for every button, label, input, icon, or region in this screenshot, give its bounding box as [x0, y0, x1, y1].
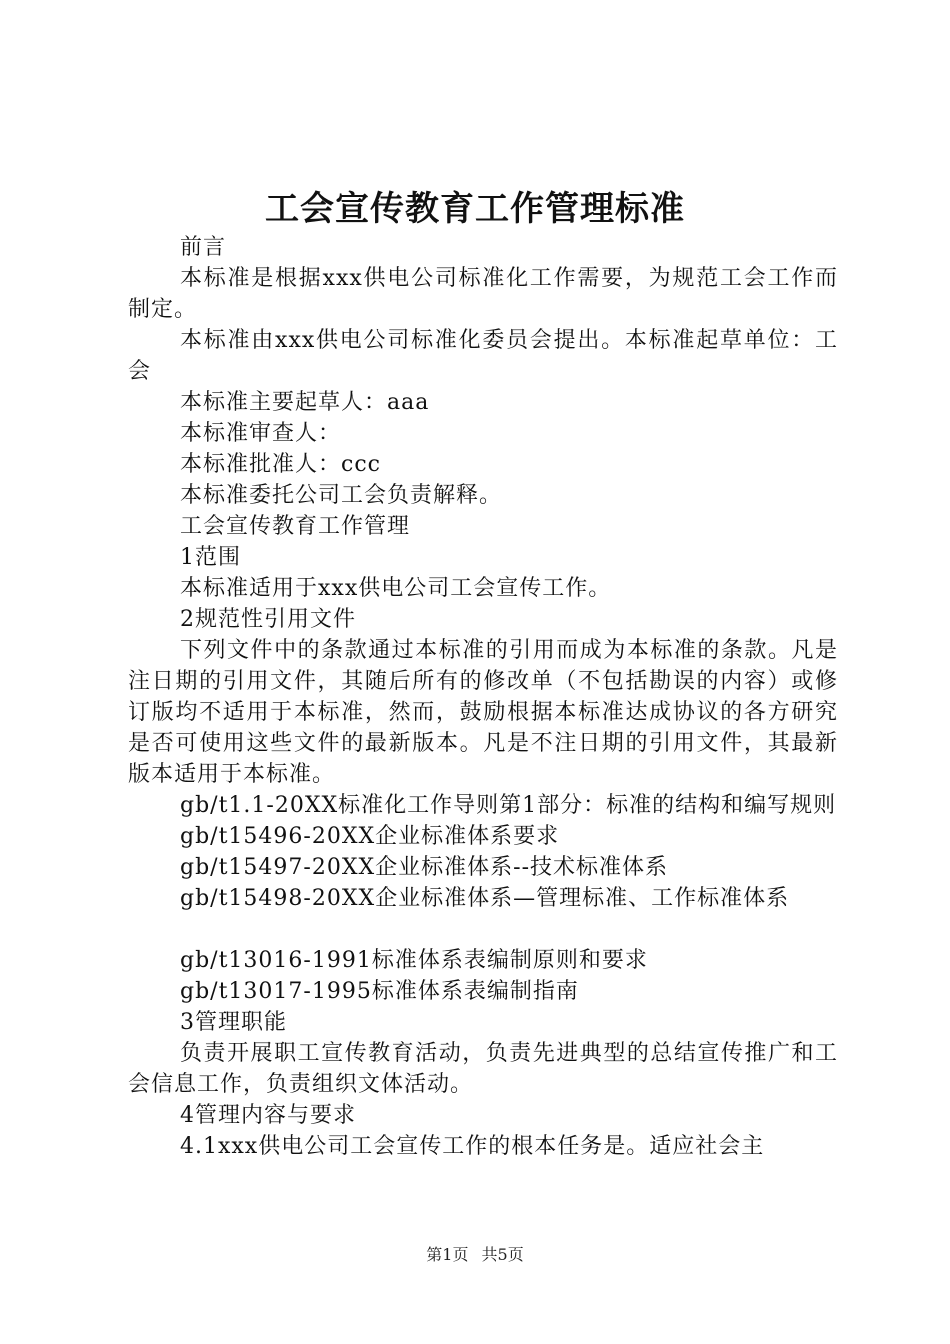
reference-item: gb/t15498-20XX企业标准体系—管理标准、工作标准体系 — [180, 886, 790, 911]
document-title: 工会宣传教育工作管理标准 — [265, 189, 685, 229]
section-heading: 1范围 — [180, 545, 241, 570]
paragraph: 本标准委托公司工会负责解释。 — [180, 483, 503, 508]
paragraph: 负责开展职工宣传教育活动，负责先进典型的总结宣传推广和工会信息工作，负责组织文体活动。 — [128, 1041, 838, 1097]
reference-item: gb/t13016-1991标准体系表编制原则和要求 — [180, 948, 648, 973]
section-heading: 工会宣传教育工作管理 — [180, 514, 411, 539]
reference-item: gb/t15497-20XX企业标准体系--技术标准体系 — [180, 855, 669, 880]
blank-line — [128, 914, 838, 945]
paragraph: 本标准适用于xxx供电公司工会宣传工作。 — [180, 576, 612, 601]
paragraph: 本标准主要起草人：aaa — [180, 390, 430, 415]
paragraph: 下列文件中的条款通过本标准的引用而成为本标准的条款。凡是注日期的引用文件，其随后所有的修改单（不包括勘误的内容）或修订版均不适用于本标准，然而，鼓励根据本标准达成协议的各方研究是否可使用这些文件的最新版本。凡是不注日期的引用文件，其最新版本适用于本标准。 — [128, 638, 838, 787]
paragraph: 本标准批准人：ccc — [180, 452, 381, 477]
paragraph: 4.1xxx供电公司工会宣传工作的根本任务是。适应社会主 — [180, 1134, 765, 1159]
page-total: 共5页 — [481, 1245, 524, 1264]
document-body — [128, 232, 838, 1162]
paragraph: 本标准由xxx供电公司标准化委员会提出。本标准起草单位：工会 — [128, 328, 838, 384]
page-number: 第1页 — [426, 1245, 469, 1264]
paragraph: 本标准审查人： — [180, 421, 342, 446]
paragraph: 本标准是根据xxx供电公司标准化工作需要，为规范工会工作而制定。 — [128, 266, 838, 322]
section-heading: 2规范性引用文件 — [180, 607, 356, 632]
paragraph: 前言 — [180, 235, 227, 260]
reference-item: gb/t13017-1995标准体系表编制指南 — [180, 979, 579, 1004]
page-footer — [0, 1244, 950, 1266]
reference-item: gb/t15496-20XX企业标准体系要求 — [180, 824, 560, 849]
reference-item: gb/t1.1-20XX标准化工作导则第1部分：标准的结构和编写规则 — [180, 793, 837, 818]
section-heading: 4管理内容与要求 — [180, 1103, 356, 1128]
section-heading: 3管理职能 — [180, 1010, 287, 1035]
